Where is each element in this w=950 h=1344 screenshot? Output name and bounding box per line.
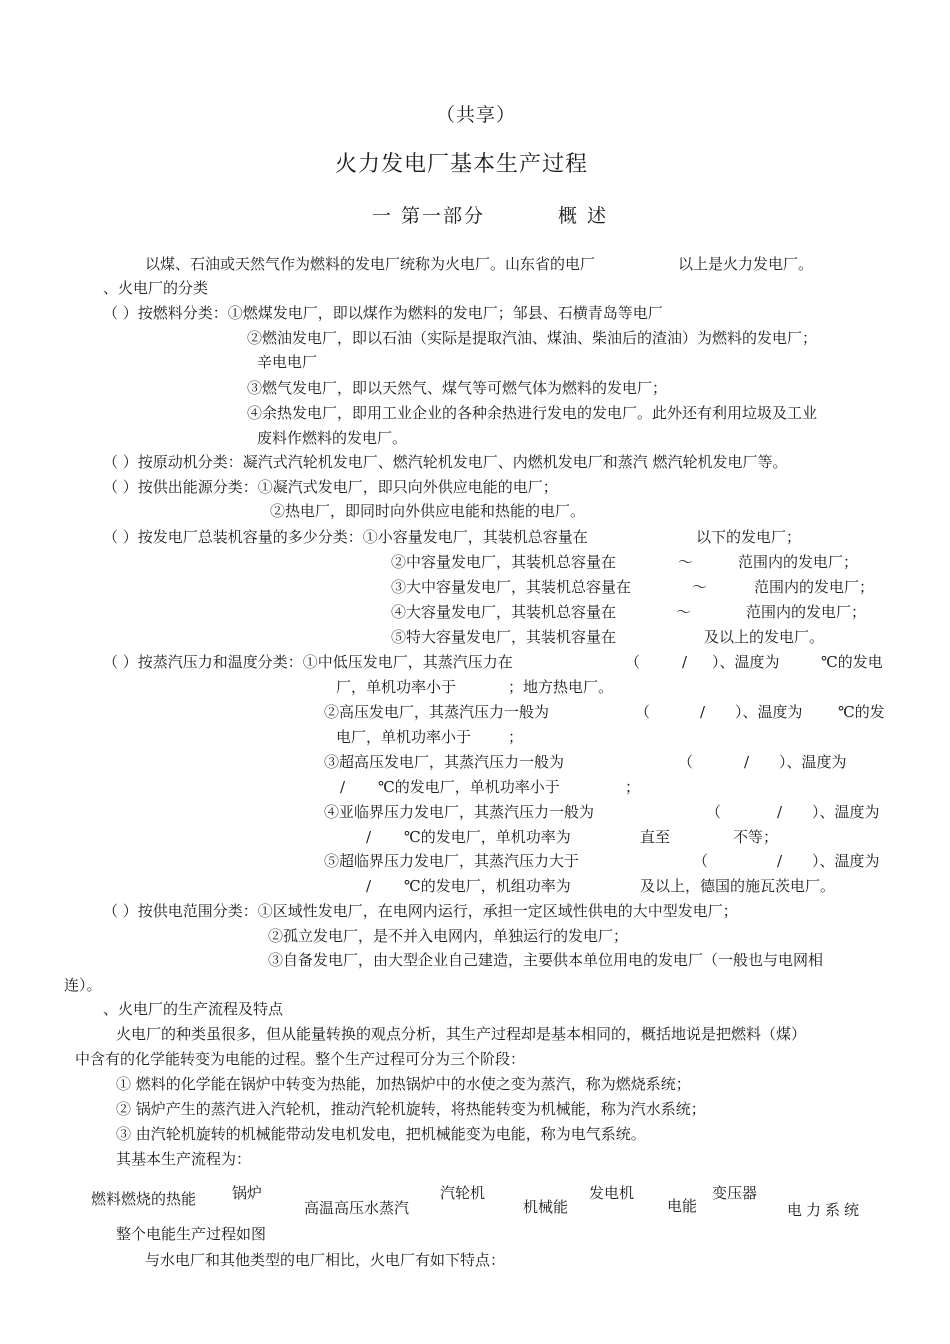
stage-steam-water: ② 锅炉产生的蒸汽进入汽轮机，推动汽轮机旋转，将热能转变为机械能，称为汽水系统；: [116, 1100, 706, 1118]
energy-item-heat: ②热电厂，即同时向外供应电能和热能的电厂。: [270, 502, 586, 520]
steam-subcritical-temp-slash: /: [366, 828, 372, 846]
capacity-medium: ②中容量发电厂，其装机总容量在: [391, 553, 617, 571]
steam-ultra-high-temp-slash: /: [340, 778, 346, 796]
section-name: 概 述: [558, 205, 609, 227]
supply-classify: （ ）按供电范围分类：①区域性发电厂，在电网内运行，承担一定区域性供电的大中型发电厂；: [103, 902, 738, 920]
steam-supercritical-paren: （: [693, 852, 709, 870]
capacity-large-end: 范围内的发电厂；: [746, 603, 867, 621]
capacity-large: ④大容量发电厂，其装机总容量在: [391, 603, 617, 621]
steam-subcritical-to: 直至: [640, 828, 671, 846]
diagram-turbine: 汽轮机: [440, 1184, 486, 1202]
steam-subcritical: ④亚临界压力发电厂，其蒸汽压力一般为: [324, 803, 595, 821]
steam-subcritical-slash: /: [777, 803, 783, 821]
steam-ultra-high-temp: ）、温度为: [779, 753, 847, 771]
steam-low-unit: ℃的发电: [821, 653, 883, 671]
flow-paragraph-cont: 中含有的化学能转变为电能的过程。整个生产过程可分为三个阶段：: [75, 1050, 526, 1068]
diagram-fuel-heat: 燃料燃烧的热能: [91, 1190, 197, 1208]
supply-self: ③自备发电厂，由大型企业自己建造，主要供本单位用电的发电厂（一般也与电网相: [268, 951, 824, 969]
basic-flow-label: 其基本生产流程为：: [116, 1150, 252, 1168]
capacity-extra-large-end: 及以上的发电厂。: [704, 628, 825, 646]
stage-electrical: ③ 由汽轮机旋转的机械能带动发电机发电，把机械能变为电能，称为电气系统。: [116, 1125, 646, 1143]
capacity-large-medium-tilde: ～: [692, 578, 708, 596]
steam-ultra-high-slash: /: [744, 753, 750, 771]
steam-ultra-high: ③超高压发电厂，其蒸汽压力一般为: [324, 753, 565, 771]
fuel-item-waste-heat: ④余热发电厂，即用工业企业的各种余热进行发电的发电厂。此外还有利用垃圾及工业: [247, 404, 818, 422]
stage-combustion: ① 燃料的化学能在锅炉中转变为热能，加热锅炉中的水使之变为蒸汽，称为燃烧系统；: [116, 1075, 691, 1093]
capacity-large-tilde: ～: [676, 603, 692, 621]
steam-subcritical-paren: （: [706, 803, 722, 821]
diagram-boiler: 锅炉: [232, 1184, 263, 1202]
steam-low-temp: ）、温度为: [712, 653, 780, 671]
steam-subcritical-end: 不等；: [733, 828, 779, 846]
fuel-item-oil-cont: 辛电电厂: [257, 353, 318, 371]
intro-line: 以煤、石油或天然气作为燃料的发电厂统称为火电厂。山东省的电厂: [145, 255, 596, 273]
steam-supercritical-power: ℃的发电厂，机组功率为: [404, 877, 571, 895]
steam-supercritical-temp: ）、温度为: [812, 852, 880, 870]
steam-low-paren: （: [625, 653, 641, 671]
steam-ultra-high-power: ℃的发电厂，单机功率小于: [378, 778, 560, 796]
diagram-transformer: 变压器: [712, 1184, 758, 1202]
steam-high-end: ；: [508, 728, 524, 746]
share-label: （共享）: [436, 104, 517, 126]
steam-high-slash: /: [700, 703, 706, 721]
fuel-classify: （ ）按燃料分类：①燃煤发电厂，即以煤作为燃料的发电厂；邹县、石横青岛等电厂: [103, 304, 663, 322]
flow-paragraph: 火电厂的种类虽很多，但从能量转换的观点分析，其生产过程却是基本相同的，概括地说是把燃料（煤）: [116, 1025, 807, 1043]
supply-isolated: ②孤立发电厂，是不并入电网内，单独运行的发电厂；: [268, 927, 629, 945]
steam-high-unit: ℃的发: [838, 703, 885, 721]
intro-line-end: 以上是火力发电厂。: [678, 255, 814, 273]
diagram-steam: 高温高压水蒸汽: [304, 1199, 410, 1217]
steam-supercritical: ⑤超临界压力发电厂，其蒸汽压力大于: [324, 852, 580, 870]
capacity-large-medium-end: 范围内的发电厂；: [754, 578, 875, 596]
section-part: 一 第一部分: [372, 205, 486, 227]
diagram-mechanical: 机械能: [523, 1198, 569, 1216]
capacity-medium-tilde: ～: [678, 553, 694, 571]
steam-high-temp: ）、温度为: [735, 703, 803, 721]
fuel-item-oil: ②燃油发电厂，即以石油（实际是提取汽油、煤油、柴油后的渣油）为燃料的发电厂；: [247, 329, 818, 347]
capacity-small-end: 以下的发电厂；: [696, 528, 802, 546]
steam-subcritical-power: ℃的发电厂，单机功率为: [404, 828, 571, 846]
steam-subcritical-temp: ）、温度为: [812, 803, 880, 821]
fuel-item-waste-heat-cont: 废料作燃料的发电厂。: [257, 429, 408, 447]
supply-self-cont: 连）。: [64, 976, 102, 994]
whole-process-label: 整个电能生产过程如图: [116, 1225, 267, 1243]
steam-classify: （ ）按蒸汽压力和温度分类：①中低压发电厂，其蒸汽压力在: [103, 653, 513, 671]
heading-classify: 、火电厂的分类: [103, 279, 209, 297]
steam-low-end: ；地方热电厂。: [508, 678, 614, 696]
diagram-generator: 发电机: [589, 1184, 635, 1202]
energy-classify: （ ）按供出能源分类：①凝汽式发电厂，即只向外供应电能的电厂；: [103, 478, 558, 496]
steam-ultra-high-end: ；: [625, 778, 641, 796]
steam-low-power: 厂，单机功率小于: [336, 678, 457, 696]
steam-high: ②高压发电厂，其蒸汽压力一般为: [324, 703, 550, 721]
capacity-large-medium: ③大中容量发电厂，其装机总容量在: [391, 578, 632, 596]
capacity-classify: （ ）按发电厂总装机容量的多少分类：①小容量发电厂，其装机总容量在: [103, 528, 588, 546]
diagram-grid: 电力系统: [787, 1201, 864, 1219]
steam-supercritical-slash: /: [777, 852, 783, 870]
comparison-line: 与水电厂和其他类型的电厂相比，火电厂有如下特点：: [145, 1251, 506, 1269]
steam-supercritical-temp-slash: /: [366, 877, 372, 895]
steam-high-paren: （: [635, 703, 651, 721]
steam-low-slash: /: [682, 653, 688, 671]
capacity-extra-large: ⑤特大容量发电厂，其装机容量在: [391, 628, 617, 646]
prime-mover-classify: （ ）按原动机分类：凝汽式汽轮机发电厂、燃汽轮机发电厂、内燃机发电厂和蒸汽 燃汽轮机发电厂等。: [103, 453, 788, 471]
steam-supercritical-end: 及以上，德国的施瓦茨电厂。: [640, 877, 836, 895]
capacity-medium-end: 范围内的发电厂；: [738, 553, 859, 571]
fuel-item-gas: ③燃气发电厂，即以天然气、煤气等可燃气体为燃料的发电厂；: [247, 379, 668, 397]
steam-high-power: 电厂，单机功率小于: [336, 728, 472, 746]
diagram-electric: 电能: [667, 1197, 698, 1215]
page-title: 火力发电厂基本生产过程: [335, 152, 589, 177]
steam-ultra-high-paren: （: [678, 753, 694, 771]
heading-flow: 、火电厂的生产流程及特点: [103, 1000, 284, 1018]
